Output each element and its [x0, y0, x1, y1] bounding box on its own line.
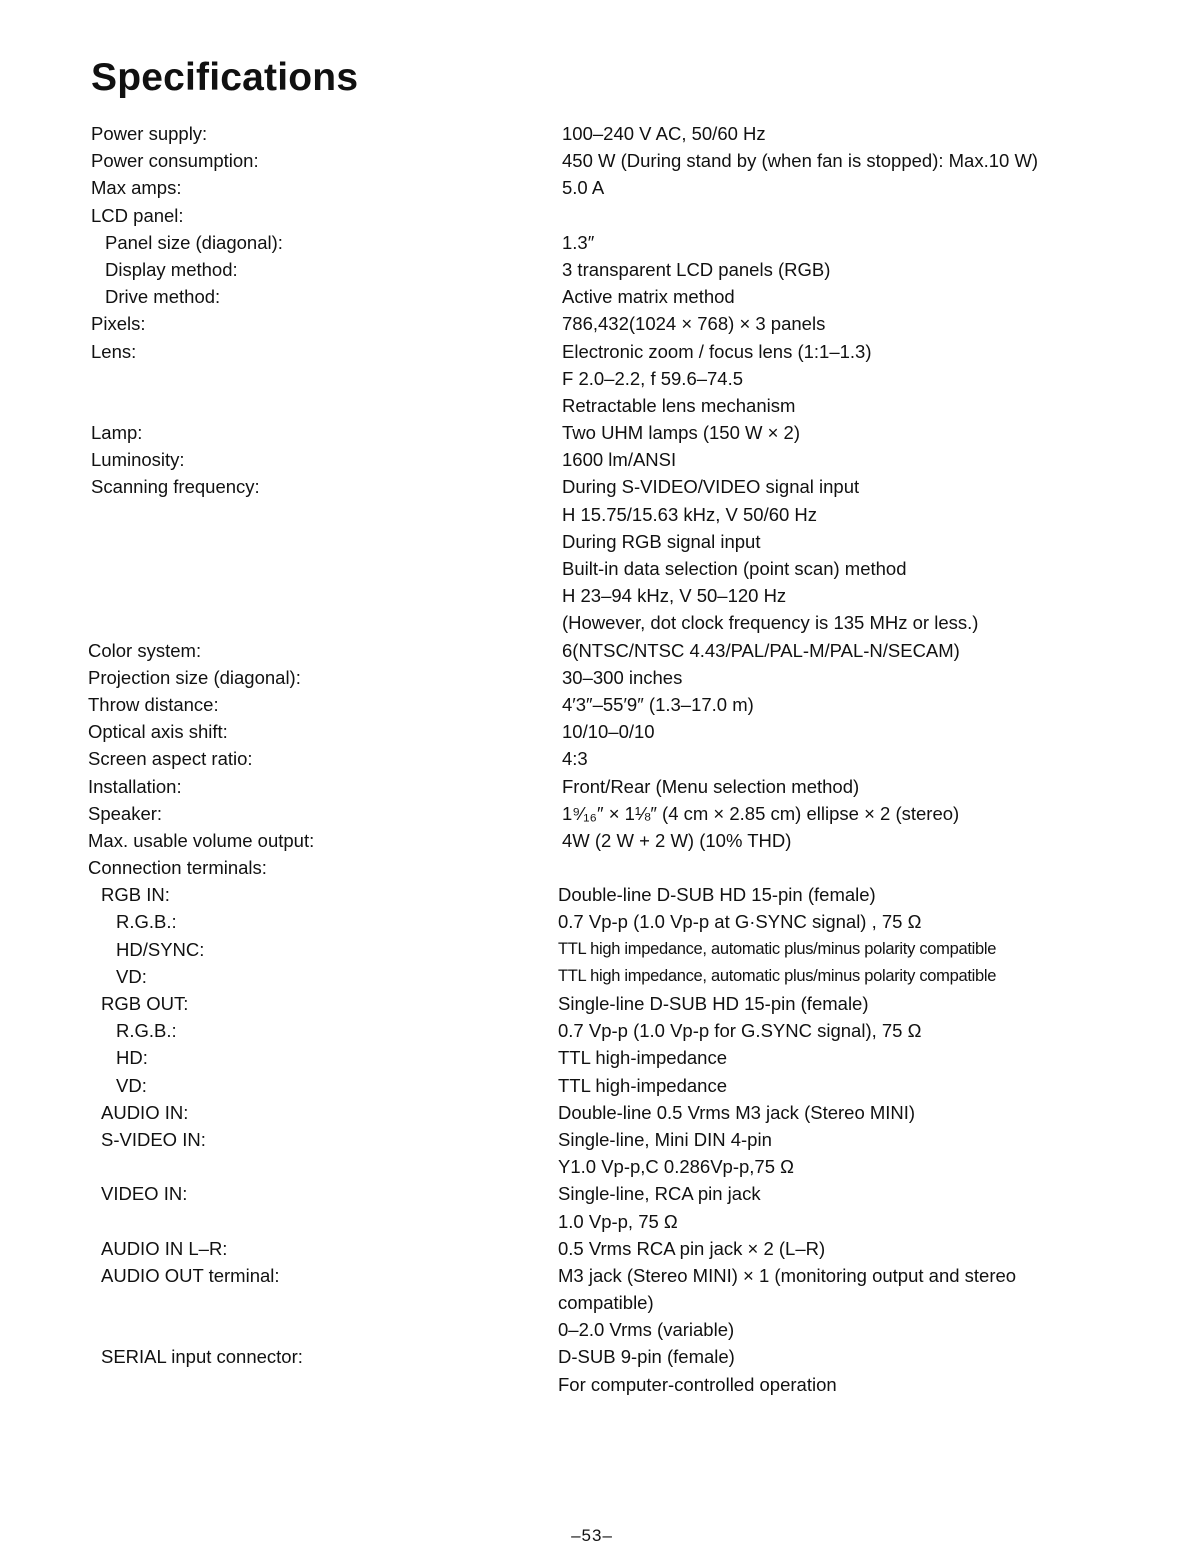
spec-row-scanning-rgb-freq [0, 582, 1184, 609]
spec-label: AUDIO OUT terminal: [101, 1264, 280, 1286]
spec-label: Power supply: [91, 123, 208, 144]
spec-value: Double-line D-SUB HD 15-pin (female) [558, 884, 876, 906]
spec-value: 10/10–0/10 [562, 721, 655, 743]
spec-value: TTL high impedance, automatic plus/minus polarity compatible [558, 939, 997, 958]
spec-label: Screen aspect ratio: [88, 748, 253, 770]
spec-value: 1⁹⁄₁₆″ × 1⅛″ (4 cm × 2.85 cm) ellipse × 2 (stereo) [562, 802, 960, 824]
spec-label: SERIAL input connector: [101, 1346, 303, 1368]
spec-row-throw-distance [0, 691, 1184, 718]
spec-value: D-SUB 9-pin (female) [558, 1346, 735, 1368]
spec-label: HD: [116, 1047, 148, 1069]
spec-row-max-amps [0, 174, 1184, 201]
spec-label: Scanning frequency: [91, 476, 260, 498]
spec-label: S-VIDEO IN: [101, 1128, 206, 1150]
spec-value: M3 jack (Stereo MINI) × 1 (monitoring output and stereo [558, 1264, 1017, 1286]
spec-value: 100–240 V AC, 50/60 Hz [562, 123, 766, 144]
spec-label: Panel size (diagonal): [105, 231, 283, 253]
spec-value: For computer-controlled operation [558, 1373, 837, 1395]
spec-row-serial-purpose [0, 1371, 1184, 1398]
spec-value: (However, dot clock frequency is 135 MHz or less.) [562, 612, 979, 634]
spec-row-display-method [0, 256, 1184, 283]
spec-row-serial-input [0, 1343, 1184, 1370]
spec-label: Display method: [105, 258, 238, 280]
spec-label: HD/SYNC: [116, 938, 205, 960]
spec-row-lens [0, 338, 1184, 365]
spec-label: RGB IN: [101, 884, 170, 906]
spec-row-scanning-frequency [0, 473, 1184, 500]
spec-row-lcd-panel [0, 202, 1184, 229]
spec-label: Lamp: [91, 422, 143, 444]
spec-label: Luminosity: [91, 449, 185, 471]
page-number: –53– [571, 1526, 613, 1545]
spec-label: AUDIO IN: [101, 1101, 189, 1123]
spec-row-scanning-rgb [0, 528, 1184, 555]
spec-row-color-system [0, 637, 1184, 664]
spec-value: Retractable lens mechanism [562, 394, 796, 416]
spec-value: 0.7 Vp-p (1.0 Vp-p for G.SYNC signal), 75 Ω [558, 1020, 922, 1042]
spec-label: R.G.B.: [116, 1020, 177, 1042]
spec-row-s-video-in [0, 1126, 1184, 1153]
spec-row-s-video-level [0, 1153, 1184, 1180]
spec-row-projection-size [0, 664, 1184, 691]
spec-value: 1600 lm/ANSI [562, 449, 677, 471]
specifications-table [0, 120, 1184, 1398]
spec-value: TTL high-impedance [558, 1074, 727, 1096]
spec-row-rgb-out-vd [0, 1072, 1184, 1099]
spec-value: Front/Rear (Menu selection method) [562, 775, 860, 797]
spec-value: Electronic zoom / focus lens (1:1–1.3) [562, 340, 872, 362]
spec-row-max-volume [0, 827, 1184, 854]
spec-row-scanning-note [0, 609, 1184, 636]
spec-row-audio-in [0, 1099, 1184, 1126]
spec-value: 0–2.0 Vrms (variable) [558, 1319, 735, 1341]
spec-label: Power consumption: [91, 150, 259, 172]
spec-row-panel-size [0, 229, 1184, 256]
spec-label: RGB OUT: [101, 993, 189, 1014]
spec-row-scanning-video-freq [0, 501, 1184, 528]
spec-value: 450 W (During stand by (when fan is stopped): Max.10 W) [562, 150, 1039, 172]
spec-row-rgb-in-hdsync [0, 936, 1184, 963]
spec-label: Speaker: [88, 802, 163, 824]
spec-label: R.G.B.: [116, 911, 177, 933]
spec-label: Projection size (diagonal): [88, 666, 301, 688]
spec-label: Color system: [88, 639, 202, 661]
spec-row-audio-out-level [0, 1316, 1184, 1343]
spec-value: During RGB signal input [562, 530, 761, 552]
spec-value: During S-VIDEO/VIDEO signal input [562, 476, 860, 498]
spec-label: VD: [116, 1074, 147, 1096]
spec-value: 4W (2 W + 2 W) (10% THD) [562, 829, 792, 851]
spec-row-luminosity [0, 446, 1184, 473]
spec-row-rgb-in [0, 881, 1184, 908]
spec-value: H 15.75/15.63 kHz, V 50/60 Hz [562, 503, 818, 525]
spec-row-connection-terminals [0, 854, 1184, 881]
spec-value: 786,432(1024 × 768) × 3 panels [562, 313, 826, 335]
spec-value: 5.0 A [562, 177, 605, 199]
spec-row-video-in [0, 1180, 1184, 1207]
spec-label: Installation: [88, 775, 182, 797]
spec-value: 0.5 Vrms RCA pin jack × 2 (L–R) [558, 1237, 826, 1259]
spec-label: Connection terminals: [88, 857, 267, 879]
spec-value: 4:3 [562, 748, 588, 770]
spec-value: 1.0 Vp-p, 75 Ω [558, 1210, 678, 1232]
spec-row-power-consumption [0, 147, 1184, 174]
spec-row-rgb-in-rgb [0, 908, 1184, 935]
spec-label: Throw distance: [88, 693, 219, 715]
spec-row-lens-mechanism [0, 392, 1184, 419]
spec-value: 4′3″–55′9″ (1.3–17.0 m) [562, 693, 754, 715]
spec-row-scanning-method [0, 555, 1184, 582]
spec-row-audio-in-lr [0, 1235, 1184, 1262]
spec-row-video-level [0, 1208, 1184, 1235]
spec-value: TTL high impedance, automatic plus/minus polarity compatible [558, 966, 997, 985]
spec-value: 30–300 inches [562, 666, 683, 688]
spec-value: 3 transparent LCD panels (RGB) [562, 258, 831, 280]
spec-value: TTL high-impedance [558, 1047, 727, 1069]
spec-value: compatible) [558, 1292, 654, 1314]
spec-value: H 23–94 kHz, V 50–120 Hz [562, 585, 787, 607]
spec-value: F 2.0–2.2, f 59.6–74.5 [562, 367, 744, 389]
spec-row-optical-axis-shift [0, 718, 1184, 745]
spec-value: 6(NTSC/NTSC 4.43/PAL/PAL-M/PAL-N/SECAM) [562, 639, 960, 661]
spec-value: 0.7 Vp-p (1.0 Vp-p at G·SYNC signal) , 75 Ω [558, 911, 922, 933]
spec-row-drive-method [0, 283, 1184, 310]
spec-value: Single-line, Mini DIN 4-pin [558, 1128, 772, 1150]
spec-row-installation [0, 773, 1184, 800]
spec-row-lens-aperture [0, 365, 1184, 392]
spec-row-audio-out-cont [0, 1289, 1184, 1316]
spec-label: Optical axis shift: [88, 721, 228, 743]
spec-value: Two UHM lamps (150 W × 2) [562, 422, 800, 444]
spec-value: Single-line, RCA pin jack [558, 1183, 761, 1205]
spec-row-rgb-out [0, 990, 1184, 1017]
spec-row-audio-out [0, 1262, 1184, 1289]
spec-label: VD: [116, 965, 147, 987]
spec-label: Max. usable volume output: [88, 829, 315, 851]
spec-row-pixels [0, 310, 1184, 337]
spec-row-rgb-in-vd [0, 963, 1184, 990]
spec-value: Single-line D-SUB HD 15-pin (female) [558, 993, 869, 1014]
spec-label: AUDIO IN L–R: [101, 1237, 228, 1259]
spec-label: Pixels: [91, 313, 146, 335]
spec-label: Lens: [91, 340, 137, 362]
spec-row-speaker [0, 800, 1184, 827]
spec-row-aspect-ratio [0, 745, 1184, 772]
spec-value: 1.3″ [562, 231, 595, 253]
spec-row-lamp [0, 419, 1184, 446]
spec-value: Active matrix method [562, 286, 735, 308]
spec-row-rgb-out-hd [0, 1044, 1184, 1071]
spec-label: Drive method: [105, 286, 221, 308]
spec-row-rgb-out-rgb [0, 1017, 1184, 1044]
spec-row-power-supply [0, 120, 1184, 147]
spec-label: LCD panel: [91, 204, 184, 226]
spec-value: Double-line 0.5 Vrms M3 jack (Stereo MINI) [558, 1101, 916, 1123]
spec-label: VIDEO IN: [101, 1183, 188, 1205]
spec-value: Built-in data selection (point scan) method [562, 558, 907, 579]
page-title: Specifications [91, 56, 359, 99]
spec-label: Max amps: [91, 177, 182, 199]
spec-value: Y1.0 Vp-p,C 0.286Vp-p,75 Ω [558, 1156, 794, 1178]
